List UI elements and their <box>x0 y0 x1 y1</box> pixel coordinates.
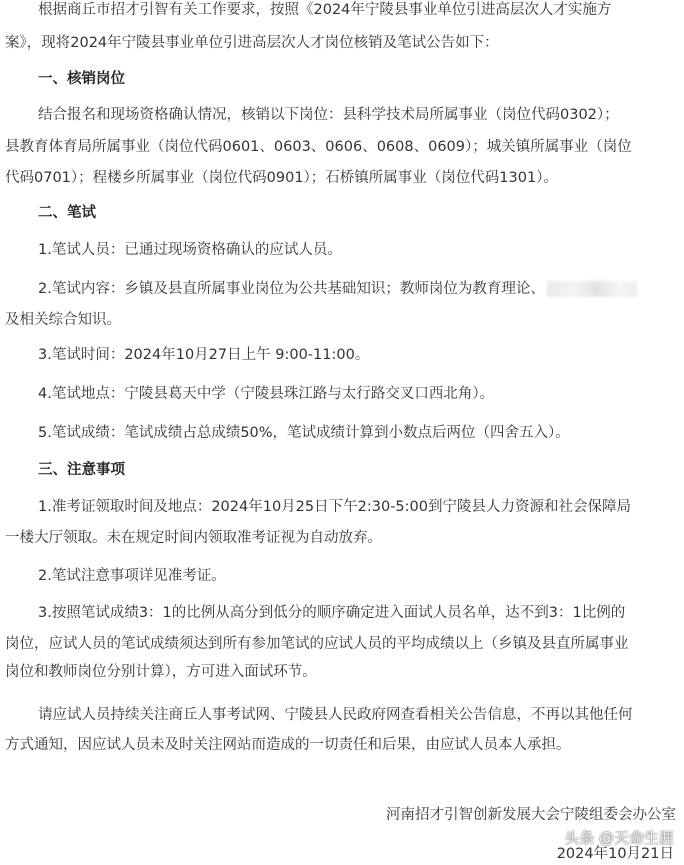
closing-line-2: 方式通知，因应试人员未及时关注网站而造成的一切责任和后果，由应试人员本人承担。 <box>5 737 571 753</box>
closing-line-1: 请应试人员持续关注商丘人事考试网、宁陵县人民政府网查看相关公告信息，不再以其他任何 <box>38 707 633 723</box>
exam-line-2a <box>38 279 637 299</box>
intro-line-2: 案》，现将2024年宁陵县事业单位引进高层次人才岗位核销及笔试公告如下： <box>5 35 499 51</box>
issue-date: 2024年10月21日 <box>556 846 674 862</box>
issuer-signature: 河南招才引智创新发展大会宁陵组委会办公室 <box>386 807 676 823</box>
note-line-3a: 3.按照笔试成绩3：1的比例从高分到低分的顺序确定进入面试人员名单，达不到3：1比例的 <box>38 605 626 621</box>
section-heading-notes: 三、注意事项 <box>38 462 125 478</box>
exam-line-1: 1.笔试人员：已通过现场资格确认的应试人员。 <box>38 242 342 258</box>
section-heading-cancel: 一、核销岗位 <box>38 71 125 87</box>
section-heading-exam: 二、笔试 <box>38 205 96 221</box>
cancel-line-3: 代码0701）；程楼乡所属事业（岗位代码0901）；石桥镇所属事业（岗位代码1301）。 <box>5 170 558 186</box>
toutiao-watermark: 头条 @天命生涯 <box>564 829 674 847</box>
cancel-line-1: 结合报名和现场资格确认情况，核销以下岗位：县科学技术局所属事业（岗位代码0302）； <box>38 107 619 123</box>
exam-line-2a-text: 2.笔试内容：乡镇及县直所属事业岗位为公共基础知识；教师岗位为教育理论、 <box>38 281 545 297</box>
note-line-3b: 岗位，应试人员的笔试成绩须达到所有参加笔试的应试人员的平均成绩以上（乡镇及县直所属事业 <box>5 636 629 652</box>
note-line-3c: 岗位和教师岗位分别计算），方可进入面试环节。 <box>5 664 317 680</box>
obscured-text-region <box>547 281 637 297</box>
exam-line-2b: 及相关综合知识。 <box>5 312 121 328</box>
note-line-1b: 一楼大厅领取。未在规定时间内领取准考证视为自动放弃。 <box>5 530 382 546</box>
intro-line-1: 根据商丘市招才引智有关工作要求，按照《2024年宁陵县事业单位引进高层次人才实施方 <box>38 2 612 18</box>
cancel-line-2: 县教育体育局所属事业（岗位代码0601、0603、0606、0608、0609）；城关镇所属事业（岗位 <box>5 139 632 155</box>
exam-line-3: 3.笔试时间：2024年10月27日上午 9:00-11:00。 <box>38 347 370 363</box>
exam-line-4: 4.笔试地点：宁陵县葛天中学（宁陵县珠江路与太行路交叉口西北角）。 <box>38 386 495 402</box>
exam-line-5: 5.笔试成绩：笔试成绩占总成绩50%，笔试成绩计算到小数点后两位（四舍五入）。 <box>38 425 570 441</box>
note-line-2: 2.笔试注意事项详见准考证。 <box>38 568 226 584</box>
note-line-1a: 1.准考证领取时间及地点：2024年10月25日下午2:30-5:00到宁陵县人力资源和社会保障局 <box>38 499 631 515</box>
